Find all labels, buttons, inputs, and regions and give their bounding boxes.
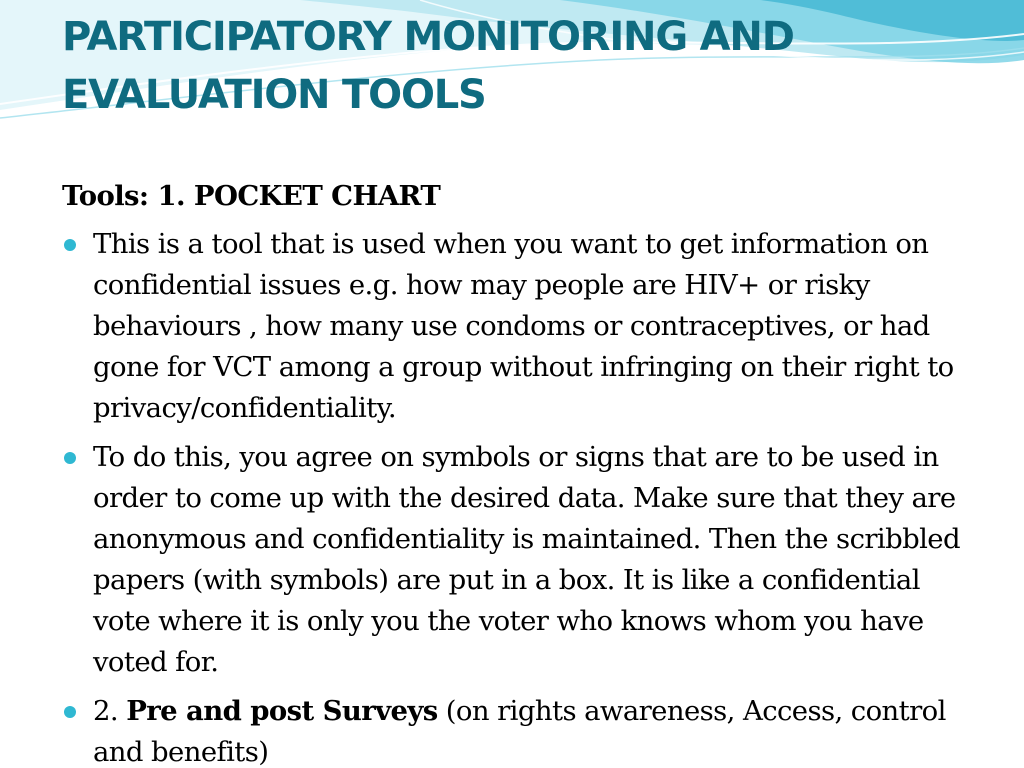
bullet-text: This is a tool that is used when you want to get information on confidential issues e.g. how may people are HIV+ or risky behaviours , how many use condoms or contraceptives, or had gone for VCT among a group without infringing on their right to privacy/confidentiality. [93,228,954,424]
bullet-item-pocket-chart-description [62,224,972,429]
bullet-prefix: 2. [93,695,127,727]
bullet-text: To do this, you agree on symbols or signs that are to be used in order to come up with the desired data. Make sure that they are anonymous and confidentiality is maintained. Then the scribbled papers (with symbols) are put in a box. It is like a confidential vote where it is only you the voter who knows whom you have voted for. [93,441,960,678]
bullet-dot-icon [64,239,76,251]
bullet-dot-icon [64,706,76,718]
bullet-item-symbols-procedure [62,437,972,683]
slide-body [62,176,972,768]
bullet-dot-icon [64,452,76,464]
bullet-suffix: (on rights awareness, Access, control and benefits) [93,695,946,768]
subheading: Tools: 1. POCKET CHART [62,180,441,212]
slide-title: PARTICIPATORY MONITORING AND EVALUATION TOOLS [62,14,794,118]
bullet-item-surveys [62,691,972,768]
bullet-list [62,224,972,768]
bullet-bold-text: Pre and post Surveys [126,695,438,727]
